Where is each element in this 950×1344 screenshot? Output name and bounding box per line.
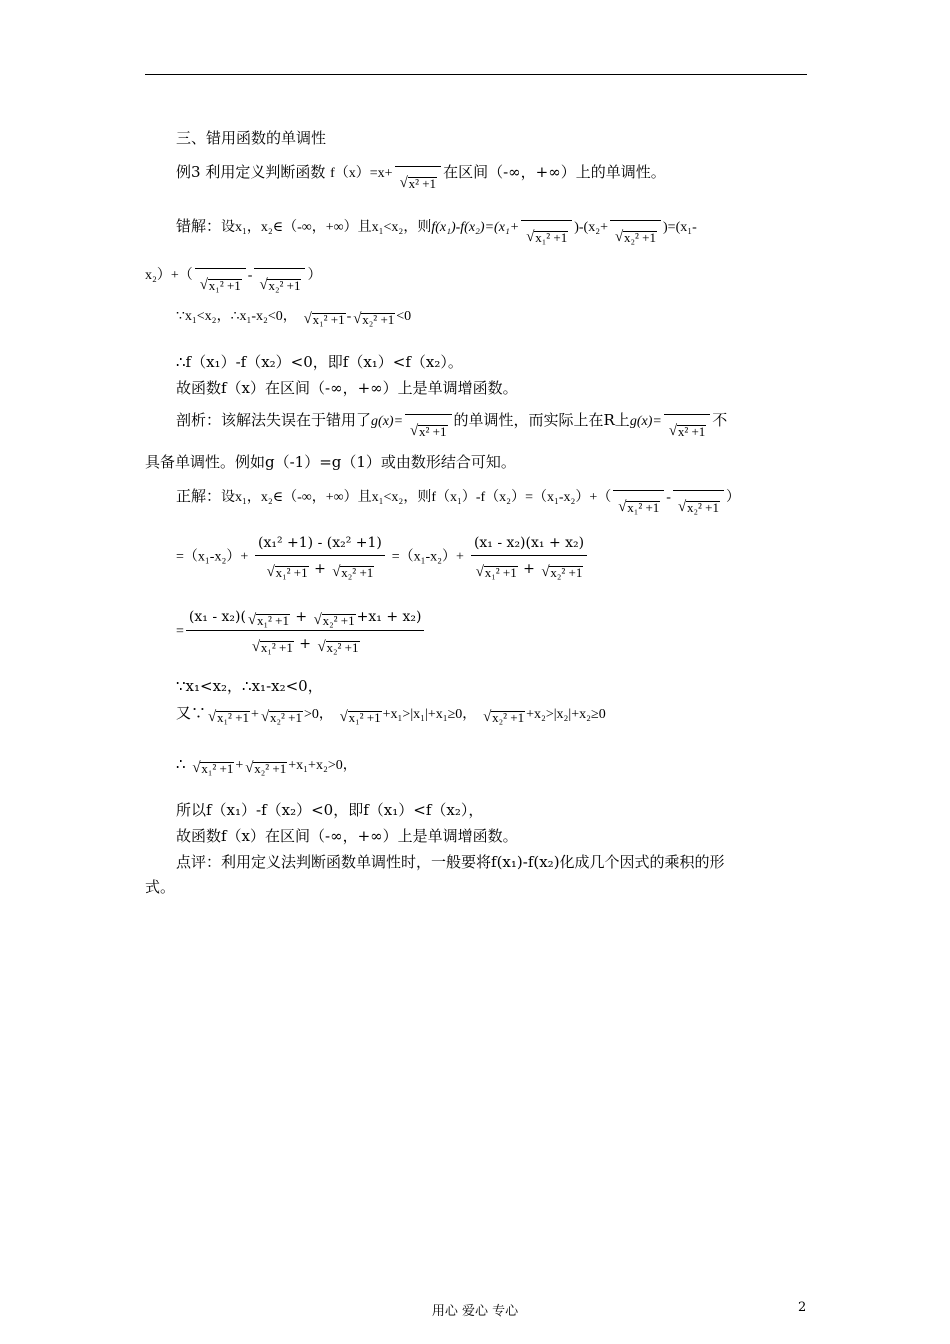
correct-equation-2: = (x₁ - x₂)(√ x₁² +1 + √ x₂² +1 +x₁ + x₂) √ x₁² +1 + √ x₂² +1 <box>176 606 426 656</box>
analysis-line2: 具备单调性。例如g（-1）=g（1）或由数形结合可知。 <box>145 453 516 471</box>
header-rule <box>145 74 807 75</box>
example-fraction <box>395 154 441 192</box>
example-text-b: 在区间（-∞，+∞）上的单调性。 <box>443 163 666 181</box>
wrong-solution-line2: x₂）+（ √ x₁² +1 - √ x₂² +1 ） <box>145 256 321 294</box>
wrong-conclusion-line: 故函数f（x）在区间（-∞，+∞）上是单调增函数。 <box>176 379 518 397</box>
page-number: 2 <box>798 1300 807 1315</box>
example-label: 例3 <box>176 163 201 181</box>
wrong-expr: f(x₁)-f(x₂)=(x₁+ <box>431 220 520 235</box>
comment-line1: 点评：利用定义法判断函数单调性时，一般要将f(x₁)-f(x₂)化成几个因式的乘积的形 <box>176 853 725 871</box>
correct-so-line: 所以f（x₁）-f（x₂）<0，即f（x₁）<f（x₂）， <box>176 801 484 819</box>
fraction-1: (x₁² +1) - (x₂² +1) √ x₁² +1 + √ x₂² +1 <box>255 532 385 581</box>
example-line <box>176 154 666 192</box>
wrong-label: 错解： <box>176 217 222 235</box>
fraction-2: (x₁ - x₂)(x₁ + x₂) √ x₁² +1 + √ x₂² +1 <box>471 532 588 581</box>
analysis-line1: 剖析：该解法失误在于错用了g(x)= √ x² +1 的单调性，而实际上在R上g(x)= √ x² +1 不 <box>176 402 727 440</box>
correct-conclusion-line: 故函数f（x）在区间（-∞，+∞）上是单调增函数。 <box>176 827 518 845</box>
correct-because-line: ∵x₁<x₂，∴x₁-x₂<0， <box>176 677 323 695</box>
sqrt-x2: √ x² +1 <box>400 176 436 192</box>
wrong-therefore-line: ∴f（x₁）-f（x₂）<0，即f（x₁）<f（x₂）。 <box>176 353 463 371</box>
correct-therefore-line: ∴ √ x₁² +1 +√ x₂² +1 +x₁+x₂>0， <box>176 754 357 777</box>
section-title: 三、错用函数的单调性 <box>176 129 327 147</box>
correct-also-line: 又∵√ x₁² +1 +√ x₂² +1 >0， √ x₁² +1 +x₁>|x₁|+x₁≥0， √ x₂² +1 +x₂>|x₂|+x₂≥0 <box>176 703 606 726</box>
fraction-3: (x₁ - x₂)(√ x₁² +1 + √ x₂² +1 +x₁ + x₂) √ x₁² +1 + √ x₂² +1 <box>186 606 425 656</box>
comment-line2: 式。 <box>145 878 176 896</box>
correct-solution-line1: 正解：设x₁，x₂∈（-∞，+∞）且x₁<x₂，则f（x₁）-f（x₂）=（x₁-x₂）+（ √ x₁² +1 - √ x₂² +1 ） <box>176 478 740 516</box>
example-function: f（x）=x+ <box>330 166 393 181</box>
correct-equation-1: =（x₁-x₂）+ (x₁² +1) - (x₂² +1) √ x₁² +1 + √ x₂² +1 =（x₁-x₂）+ (x₁ - x₂)(x₁ + x₂) √ x₁² +1 + √ x₂² +1 <box>176 532 589 581</box>
footer-text: 用心 爱心 专心 <box>431 1304 519 1319</box>
example-text-a: 利用定义判断函数 <box>205 163 326 181</box>
wrong-solution-line1: 错解：设x₁，x₂∈（-∞，+∞）且x₁<x₂，则f(x₁)-f(x₂)=(x₁+ √ x₁² +1 )-(x₂+ √ x₂² +1 )=(x₁- <box>176 208 697 246</box>
wrong-because-line: ∵x₁<x₂，∴x₁-x₂<0， √ x₁² +1 -√ x₂² +1 <0 <box>176 305 411 328</box>
wrong-intro: 设x₁，x₂∈（-∞，+∞）且x₁<x₂，则 <box>221 220 432 235</box>
